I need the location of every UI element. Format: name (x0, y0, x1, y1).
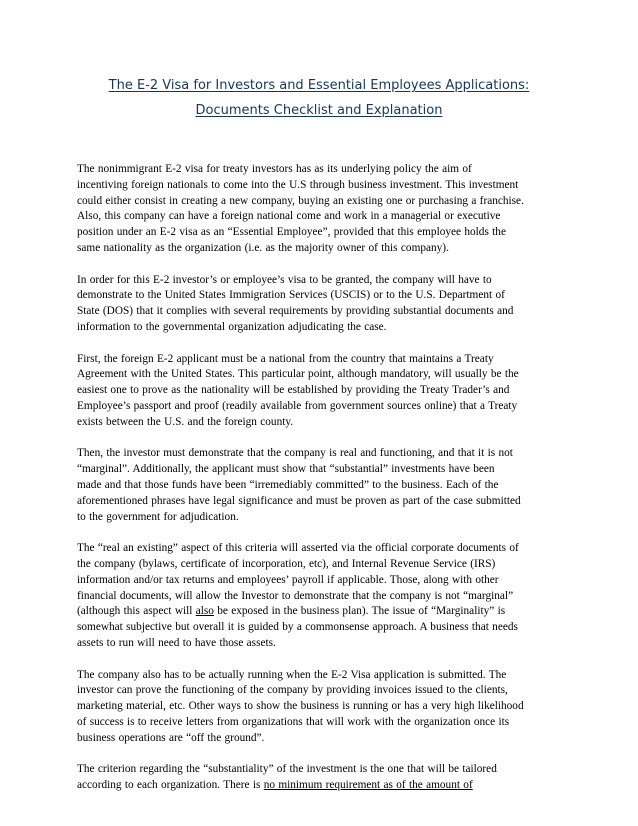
text-line: In order for this E-2 investor’s or employee’s visa to be granted, the company will have to (77, 273, 492, 286)
text-line: aforementioned phrases have legal significance and must be proven as part of the case submitted (77, 494, 521, 507)
document-title-line-2: Documents Checklist and Explanation (195, 103, 443, 118)
text-segment: (although this aspect will (77, 605, 196, 618)
text-line: “marginal”. Additionally, the applicant must show that “substantial” investments have been (77, 463, 495, 476)
text-line: marketing material, etc. Other ways to show the business is running or has a very high likelihood (77, 700, 524, 713)
text-line: Also, this company can have a foreign national come and work in a managerial or executive (77, 210, 501, 223)
text-segment: be exposed in the business plan). The issue of “Marginality” is (213, 605, 506, 618)
text-line: State (DOS) that it complies with several requirements by providing substantial documents and (77, 305, 514, 318)
paragraph (77, 352, 567, 431)
text-line: demonstrate to the United States Immigration Services (USCIS) or to the U.S. Department of (77, 289, 505, 302)
paragraph (77, 273, 567, 336)
text-line: financial documents, will allow the Investor to demonstrate that the company is not “marginal” (77, 589, 514, 602)
document-title-line-1: The E-2 Visa for Investors and Essential Employees Applications: (108, 78, 530, 93)
text-line (77, 778, 567, 794)
paragraph (77, 762, 567, 794)
text-line: incentiving foreign nationals to come into the U.S through business investment. This investment (77, 178, 519, 191)
text-line: somewhat subjective but overall it is guided by a commonsense approach. A business that needs (77, 621, 518, 634)
text-line: The “real an existing” aspect of this criteria will asserted via the official corporate documents of (77, 542, 519, 555)
text-line: The company also has to be actually running when the E-2 Visa application is submitted. The (77, 668, 507, 681)
text-line: assets to run will need to have those assets. (77, 636, 276, 649)
text-line: The nonimmigrant E-2 visa for treaty investors has as its underlying policy the aim of (77, 163, 472, 175)
text-line: exists between the U.S. and the foreign county. (77, 415, 294, 428)
text-line: Agreement with the United States. This particular point, although mandatory, will usually be the (77, 368, 519, 381)
text-line: First, the foreign E-2 applicant must be a national from the country that maintains a Treaty (77, 352, 494, 365)
paragraph (77, 541, 567, 652)
text-line: business operations are “off the ground”. (77, 731, 265, 744)
text-segment: according to each organization. There is (77, 779, 264, 792)
text-line: investor can prove the functioning of the company by providing invoices issued to the clients, (77, 684, 508, 697)
underlined-text: also (195, 605, 214, 618)
text-line: The criterion regarding the “substantiality” of the investment is the one that will be tailored (77, 763, 497, 776)
text-line: the company (bylaws, certificate of incorporation, etc), and Internal Revenue Service (IRS) (77, 557, 496, 570)
underlined-text: no minimum requirement as of the amount of (263, 779, 473, 792)
text-line: same nationality as the organization (i.e. as the majority owner of this company). (77, 241, 449, 254)
text-line: to the government for adjudication. (77, 510, 239, 523)
text-line: Then, the investor must demonstrate that the company is real and functioning, and that it is not (77, 447, 513, 460)
text-line: could either consist in creating a new company, buying an existing one or purchasing a franchise. (77, 194, 524, 207)
text-line: information and/or tax returns and employees’ payroll if applicable. Those, along with other (77, 573, 499, 586)
paragraph (77, 162, 567, 257)
paragraph (77, 446, 567, 525)
paragraph (77, 668, 567, 747)
text-line: made and that those funds have been “irremediably committed” to the business. Each of the (77, 478, 499, 491)
text-line: easiest one to prove as the nationality will be established by providing the Treaty Trader’s and (77, 384, 510, 397)
document-body (77, 162, 567, 810)
text-line (77, 604, 567, 620)
text-line: Employee’s passport and proof (readily available from government sources online) that a Treaty (77, 399, 518, 412)
text-line: information to the governmental organization adjudicating the case. (77, 320, 387, 333)
text-line: of success is to receive letters from organizations that will work with the organization once its (77, 715, 510, 728)
text-line: position under an E-2 visa as an “Essential Employee”, provided that this employee holds the (77, 226, 506, 239)
